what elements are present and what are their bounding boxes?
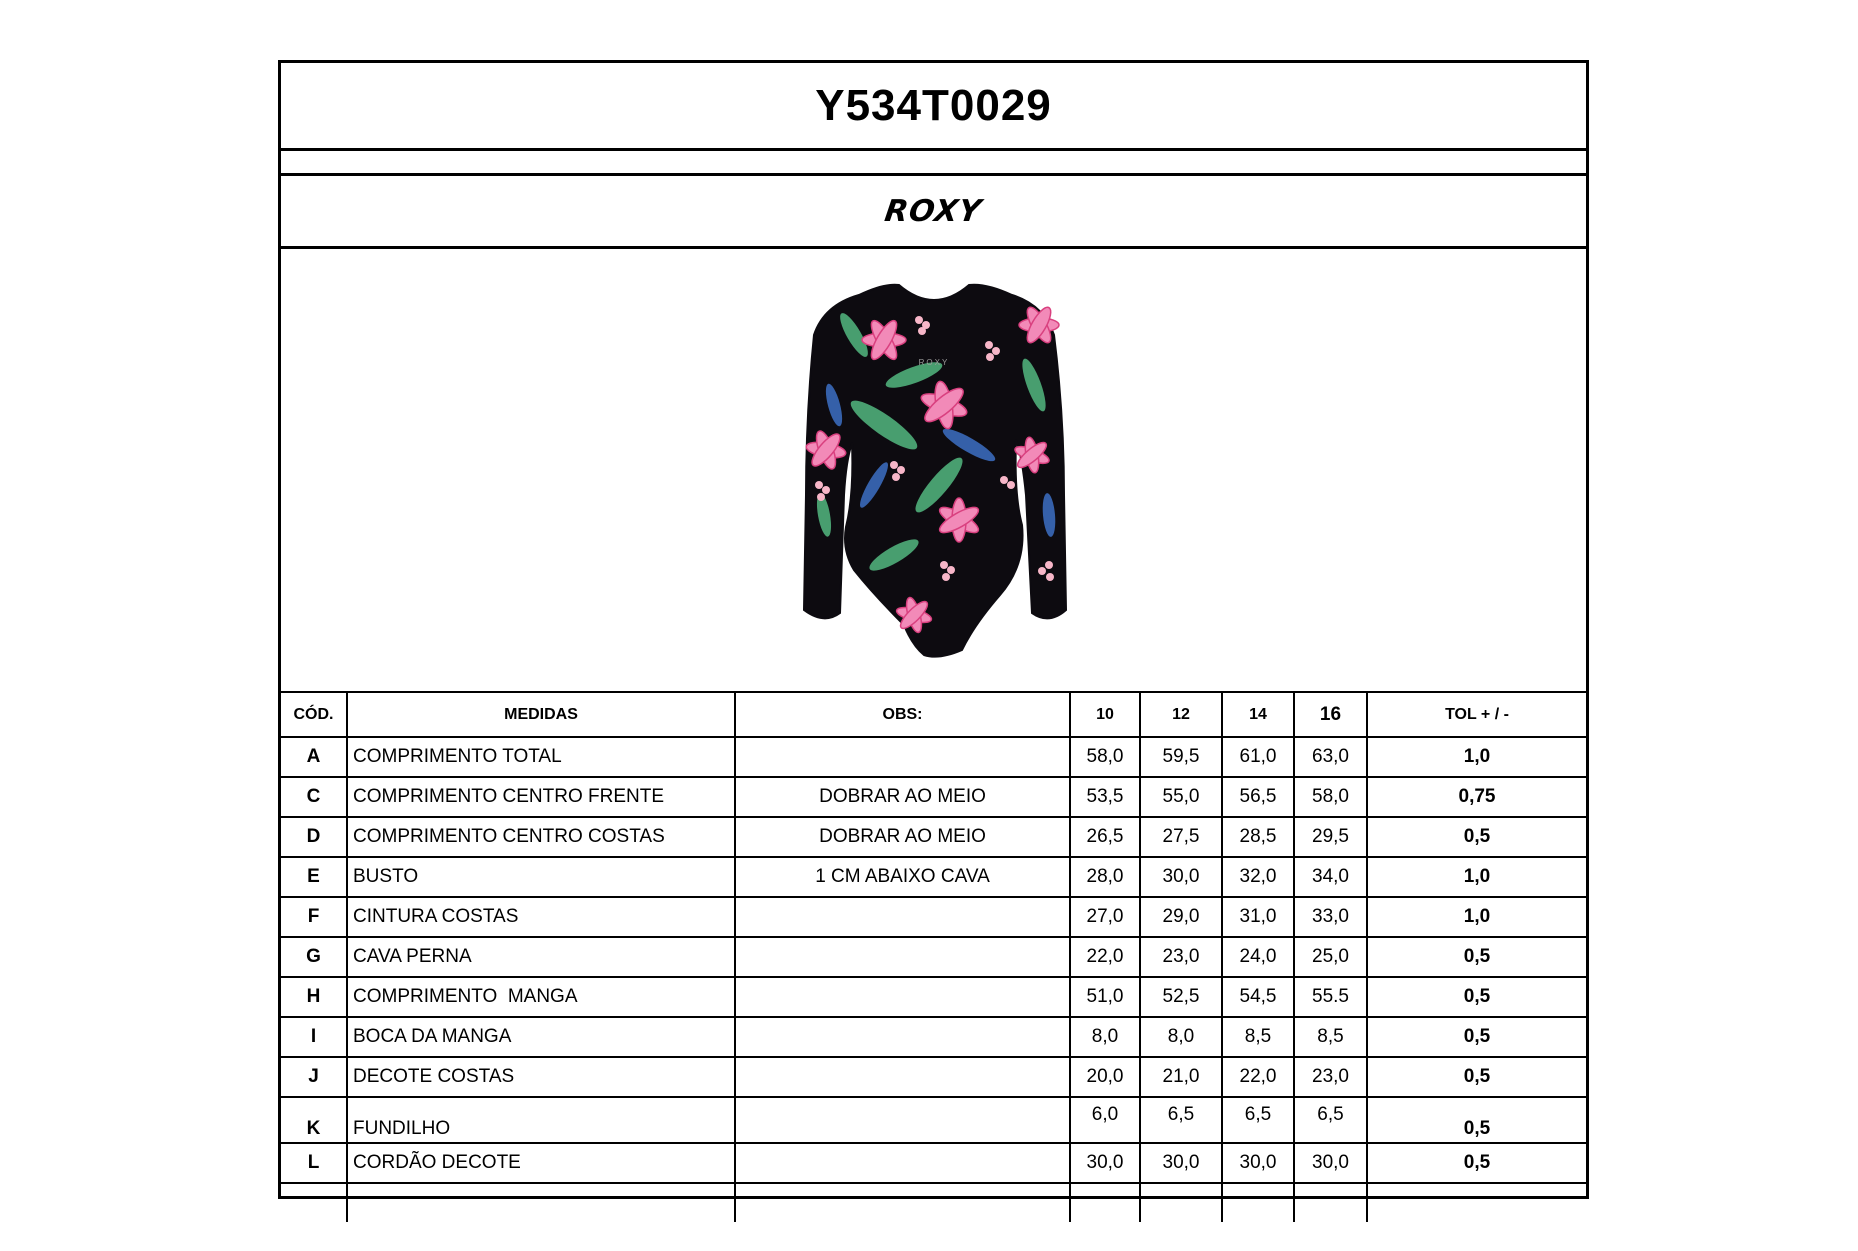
row-code: H [281, 977, 347, 1017]
row-size-14: 30,0 [1222, 1143, 1294, 1183]
tech-spec-sheet [278, 60, 1589, 1199]
row-size-14: 56,5 [1222, 777, 1294, 817]
row-tolerance: 1,0 [1367, 737, 1586, 777]
row-size-16: 29,5 [1294, 817, 1367, 857]
row-size-14: 22,0 [1222, 1057, 1294, 1097]
row-medida: BUSTO [347, 857, 735, 897]
row-size-16: 25,0 [1294, 937, 1367, 977]
style-code: Y534T0029 [815, 80, 1052, 130]
table-row [281, 737, 1586, 777]
row-size-10 [1070, 1183, 1140, 1222]
row-tolerance: 0,5 [1367, 937, 1586, 977]
row-size-12: 21,0 [1140, 1057, 1222, 1097]
header-tolerance: TOL + / - [1367, 692, 1586, 737]
row-size-16: 55.5 [1294, 977, 1367, 1017]
row-medida: DECOTE COSTAS [347, 1057, 735, 1097]
table-row [281, 1057, 1586, 1097]
floral-long-sleeve-bodysuit-icon [764, 265, 1104, 675]
row-size-16: 33,0 [1294, 897, 1367, 937]
row-tolerance: 0,5 [1367, 977, 1586, 1017]
row-medida: COMPRIMENTO MANGA [347, 977, 735, 1017]
header-medidas: MEDIDAS [347, 692, 735, 737]
table-row [281, 1097, 1586, 1143]
row-size-12: 30,0 [1140, 1143, 1222, 1183]
row-obs [735, 1097, 1070, 1143]
table-row [281, 977, 1586, 1017]
spacer-row [281, 151, 1586, 176]
row-size-16 [1294, 1183, 1367, 1222]
row-medida: CORDÃO DECOTE [347, 1143, 735, 1183]
row-size-10: 28,0 [1070, 857, 1140, 897]
row-medida [347, 1183, 735, 1222]
row-size-10: 51,0 [1070, 977, 1140, 1017]
brand-logo: ROXY [882, 193, 985, 229]
row-size-10: 6,0 [1070, 1097, 1140, 1143]
table-row-empty [281, 1183, 1586, 1222]
table-row [281, 1143, 1586, 1183]
row-code: C [281, 777, 347, 817]
row-size-10: 8,0 [1070, 1017, 1140, 1057]
row-obs [735, 1017, 1070, 1057]
row-code: J [281, 1057, 347, 1097]
row-code: I [281, 1017, 347, 1057]
table-row [281, 857, 1586, 897]
row-size-14: 31,0 [1222, 897, 1294, 937]
row-size-16: 30,0 [1294, 1143, 1367, 1183]
row-size-14 [1222, 1183, 1294, 1222]
row-obs [735, 1057, 1070, 1097]
brand-row [281, 176, 1586, 249]
row-medida: COMPRIMENTO CENTRO COSTAS [347, 817, 735, 857]
row-medida: CINTURA COSTAS [347, 897, 735, 937]
measurement-table [281, 691, 1586, 1222]
garment-logo-text: ROXY [918, 358, 949, 367]
row-medida: COMPRIMENTO TOTAL [347, 737, 735, 777]
row-size-14: 54,5 [1222, 977, 1294, 1017]
row-size-12: 52,5 [1140, 977, 1222, 1017]
header-size-14: 14 [1222, 692, 1294, 737]
garment-image-area [281, 249, 1586, 691]
row-obs [735, 737, 1070, 777]
header-obs: OBS: [735, 692, 1070, 737]
row-size-12: 30,0 [1140, 857, 1222, 897]
row-medida: BOCA DA MANGA [347, 1017, 735, 1057]
row-medida: COMPRIMENTO CENTRO FRENTE [347, 777, 735, 817]
row-size-16: 34,0 [1294, 857, 1367, 897]
row-size-16: 63,0 [1294, 737, 1367, 777]
row-size-12: 55,0 [1140, 777, 1222, 817]
row-obs [735, 1143, 1070, 1183]
row-size-16: 58,0 [1294, 777, 1367, 817]
row-code: E [281, 857, 347, 897]
table-row [281, 937, 1586, 977]
table-row [281, 817, 1586, 857]
row-code [281, 1183, 347, 1222]
table-header-row [281, 692, 1586, 737]
row-size-14: 28,5 [1222, 817, 1294, 857]
row-code: F [281, 897, 347, 937]
table-row [281, 777, 1586, 817]
row-code: L [281, 1143, 347, 1183]
row-size-14: 8,5 [1222, 1017, 1294, 1057]
header-code: CÓD. [281, 692, 347, 737]
row-obs [735, 897, 1070, 937]
table-row [281, 1017, 1586, 1057]
row-obs: DOBRAR AO MEIO [735, 817, 1070, 857]
row-obs [735, 1183, 1070, 1222]
row-obs [735, 977, 1070, 1017]
row-size-12: 29,0 [1140, 897, 1222, 937]
header-size-10: 10 [1070, 692, 1140, 737]
row-size-12: 23,0 [1140, 937, 1222, 977]
row-code: G [281, 937, 347, 977]
row-size-12: 6,5 [1140, 1097, 1222, 1143]
row-size-10: 26,5 [1070, 817, 1140, 857]
row-tolerance: 0,5 [1367, 1097, 1586, 1143]
row-size-10: 58,0 [1070, 737, 1140, 777]
row-size-14: 6,5 [1222, 1097, 1294, 1143]
row-obs: 1 CM ABAIXO CAVA [735, 857, 1070, 897]
row-size-16: 23,0 [1294, 1057, 1367, 1097]
row-size-14: 32,0 [1222, 857, 1294, 897]
row-size-12: 27,5 [1140, 817, 1222, 857]
row-tolerance [1367, 1183, 1586, 1222]
row-code: A [281, 737, 347, 777]
row-size-10: 27,0 [1070, 897, 1140, 937]
title-row [281, 63, 1586, 151]
row-size-16: 6,5 [1294, 1097, 1367, 1143]
row-medida: FUNDILHO [347, 1097, 735, 1143]
row-size-10: 22,0 [1070, 937, 1140, 977]
row-code: K [281, 1097, 347, 1143]
row-size-10: 20,0 [1070, 1057, 1140, 1097]
row-tolerance: 0,5 [1367, 817, 1586, 857]
row-code: D [281, 817, 347, 857]
row-obs [735, 937, 1070, 977]
header-size-16: 16 [1294, 692, 1367, 737]
row-size-16: 8,5 [1294, 1017, 1367, 1057]
row-tolerance: 1,0 [1367, 857, 1586, 897]
row-tolerance: 0,5 [1367, 1057, 1586, 1097]
row-size-12 [1140, 1183, 1222, 1222]
row-size-14: 24,0 [1222, 937, 1294, 977]
row-obs: DOBRAR AO MEIO [735, 777, 1070, 817]
row-size-12: 59,5 [1140, 737, 1222, 777]
row-size-10: 30,0 [1070, 1143, 1140, 1183]
header-size-12: 12 [1140, 692, 1222, 737]
row-size-10: 53,5 [1070, 777, 1140, 817]
table-row [281, 897, 1586, 937]
row-size-12: 8,0 [1140, 1017, 1222, 1057]
row-tolerance: 1,0 [1367, 897, 1586, 937]
row-tolerance: 0,75 [1367, 777, 1586, 817]
row-tolerance: 0,5 [1367, 1143, 1586, 1183]
row-tolerance: 0,5 [1367, 1017, 1586, 1057]
row-size-14: 61,0 [1222, 737, 1294, 777]
row-medida: CAVA PERNA [347, 937, 735, 977]
